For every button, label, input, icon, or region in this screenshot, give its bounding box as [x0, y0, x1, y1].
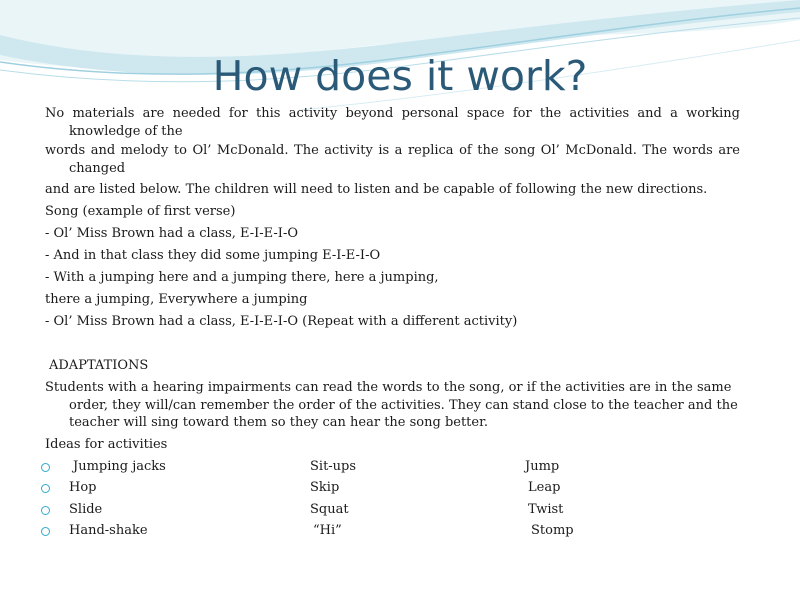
activity-col-1: Jumping jacks	[73, 458, 166, 474]
activity-col-3: Jump	[525, 458, 560, 474]
song-line-1: - Ol’ Miss Brown had a class, E-I-E-I-O	[45, 226, 298, 241]
list-item	[45, 520, 740, 542]
song-heading: Song (example of first verse)	[45, 204, 236, 219]
activity-col-3: Twist	[528, 501, 564, 517]
song-line-3: - With a jumping here and a jumping there, here a jumping,	[45, 270, 439, 285]
adaptations-heading: ADAPTATIONS	[49, 358, 149, 373]
activity-col-1: Hop	[69, 480, 97, 495]
paragraph-1: No materials are needed for this activity beyond personal space for the activities and a working knowledge of the	[45, 106, 740, 139]
circle-bullet-icon	[41, 527, 50, 536]
circle-bullet-icon	[41, 463, 50, 472]
activity-col-2: Squat	[310, 501, 349, 517]
activity-col-1: Slide	[69, 501, 103, 517]
activity-col-2: “Hi”	[313, 523, 342, 538]
activity-col-3: Leap	[528, 480, 561, 495]
song-line-5: - Ol’ Miss Brown had a class, E-I-E-I-O (Repeat with a different activity)	[45, 314, 518, 329]
list-item	[45, 456, 740, 478]
list-item	[45, 499, 740, 521]
slide-title: How does it work?	[212, 52, 588, 100]
activities-list	[45, 456, 740, 542]
activity-col-1: Hand-shake	[69, 523, 148, 538]
activity-col-3: Stomp	[531, 523, 574, 538]
circle-bullet-icon	[41, 506, 50, 515]
song-line-4: there a jumping, Everywhere a jumping	[45, 292, 308, 307]
song-line-2: - And in that class they did some jumping E-I-E-I-O	[45, 248, 381, 263]
circle-bullet-icon	[41, 484, 50, 493]
paragraph-3: and are listed below. The children will need to listen and be capable of following the new directions.	[45, 182, 708, 197]
slide-body	[45, 103, 740, 542]
ideas-heading: Ideas for activities	[45, 436, 168, 452]
paragraph-2: words and melody to Ol’ McDonald. The activity is a replica of the song Ol’ McDonald. The words are changed	[45, 143, 740, 176]
activity-col-2: Sit-ups	[310, 458, 357, 474]
activity-col-2: Skip	[310, 480, 340, 495]
adaptations-text: Students with a hearing impairments can read the words to the song, or if the activities are in the same order, they will/can remember the order of the activities. They can stand close to the teacher and the teacher will sing toward them so they can hear the song better.	[45, 380, 738, 430]
list-item	[45, 477, 740, 499]
